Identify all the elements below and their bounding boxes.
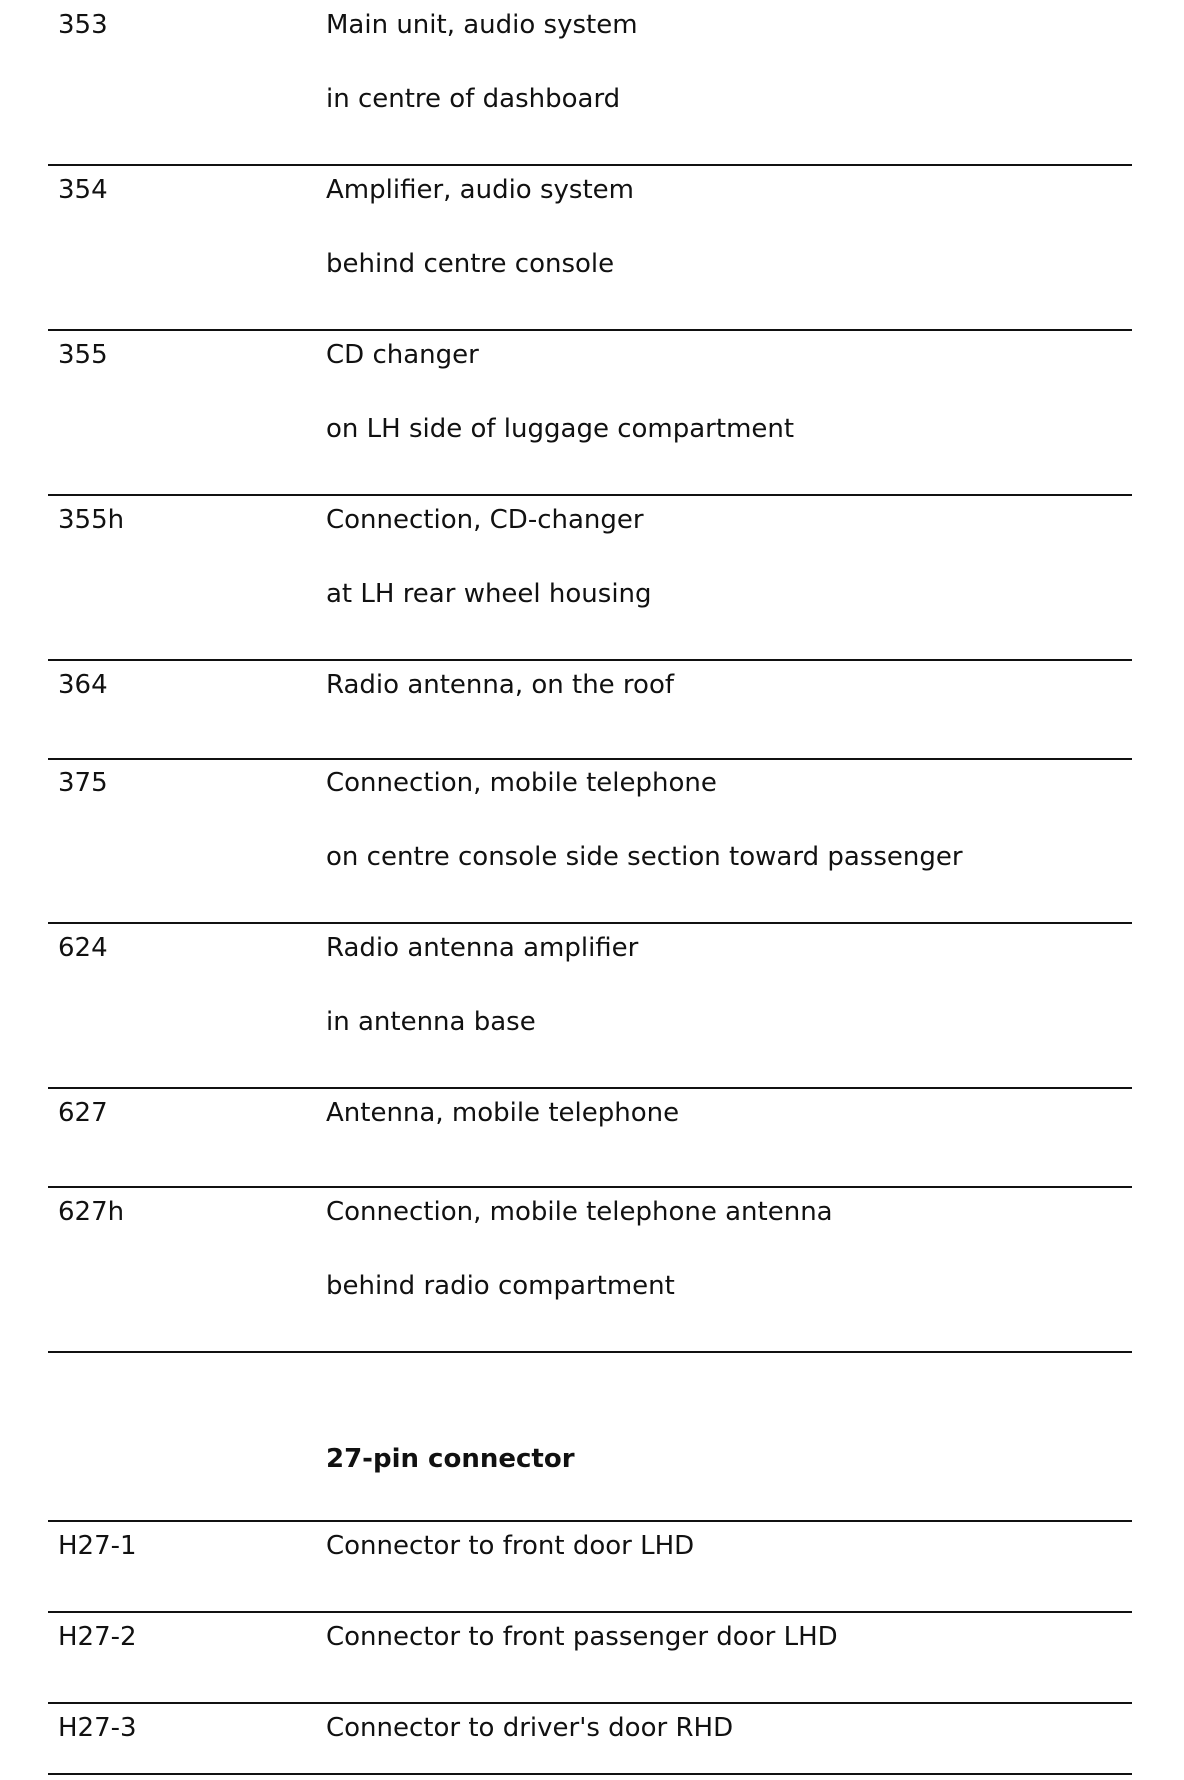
divider [48, 164, 1132, 166]
divider [48, 1087, 1132, 1089]
component-number: 624 [58, 933, 108, 963]
divider [48, 494, 1132, 496]
component-description: Radio antenna amplifier [326, 933, 639, 963]
connector-description: Connector to driver's door RHD [326, 1713, 734, 1743]
component-number: 353 [58, 10, 108, 40]
divider [48, 659, 1132, 661]
component-location: on LH side of luggage compartment [326, 414, 795, 444]
connector-description: Connector to front door LHD [326, 1531, 695, 1561]
component-number: 364 [58, 670, 108, 700]
component-description: Main unit, audio system [326, 10, 638, 40]
component-number: 354 [58, 175, 108, 205]
divider [48, 922, 1132, 924]
component-location: behind radio compartment [326, 1271, 675, 1301]
component-number: 627h [58, 1197, 125, 1227]
component-description: Connection, CD-changer [326, 505, 644, 535]
component-location: in antenna base [326, 1007, 536, 1037]
component-number: 627 [58, 1098, 108, 1128]
divider [48, 1186, 1132, 1188]
component-description: Connection, mobile telephone [326, 768, 717, 798]
divider [48, 1520, 1132, 1522]
component-location: at LH rear wheel housing [326, 579, 652, 609]
divider [48, 758, 1132, 760]
divider [48, 1611, 1132, 1613]
component-location: behind centre console [326, 249, 615, 279]
connector-number: H27-2 [58, 1622, 137, 1652]
divider [48, 1351, 1132, 1353]
component-description: CD changer [326, 340, 479, 370]
component-number: 375 [58, 768, 108, 798]
section-heading: 27-pin connector [326, 1444, 575, 1474]
component-number: 355 [58, 340, 108, 370]
component-location: in centre of dashboard [326, 84, 621, 114]
component-description: Amplifier, audio system [326, 175, 634, 205]
connector-number: H27-1 [58, 1531, 137, 1561]
component-description: Connection, mobile telephone antenna [326, 1197, 833, 1227]
connector-description: Connector to front passenger door LHD [326, 1622, 838, 1652]
component-description: Radio antenna, on the roof [326, 670, 675, 700]
component-location: on centre console side section toward passenger [326, 842, 963, 872]
divider [48, 329, 1132, 331]
divider [48, 1773, 1132, 1775]
divider [48, 1702, 1132, 1704]
component-number: 355h [58, 505, 125, 535]
component-description: Antenna, mobile telephone [326, 1098, 680, 1128]
connector-number: H27-3 [58, 1713, 137, 1743]
